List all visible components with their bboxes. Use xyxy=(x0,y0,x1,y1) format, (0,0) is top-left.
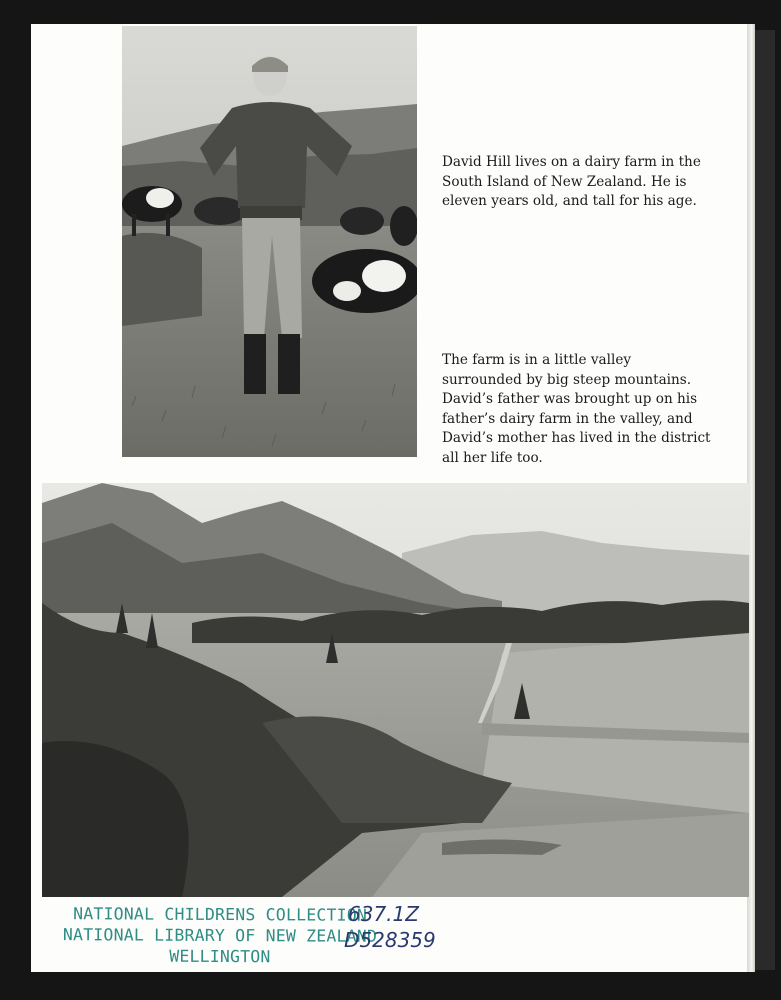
call-number-accession: D528359 xyxy=(344,928,436,952)
photo-valley-illustration xyxy=(42,483,749,897)
handwritten-call-number xyxy=(344,901,436,953)
stamp-line-collection: NATIONAL CHILDRENS COLLECTION xyxy=(73,904,368,925)
paragraph-intro: David Hill lives on a dairy farm in the South Island of New Zealand. He is eleven years old, and tall for his age. xyxy=(442,154,701,209)
paragraph-farm-valley: The farm is in a little valley surrounded by big steep mountains. David’s father was brought up on his father’s dairy farm in the valley, and David’s mother has lived in the district all her life too. xyxy=(442,352,711,466)
call-number-classification: 637.1Z xyxy=(348,902,419,926)
stamp-line-city: WELLINGTON xyxy=(169,946,271,967)
stamp-line-library: NATIONAL LIBRARY OF NEW ZEALAND xyxy=(62,925,378,946)
photo-boy-with-cows xyxy=(122,26,417,457)
photo-valley-landscape xyxy=(42,483,749,897)
library-stamp xyxy=(50,903,390,968)
photo-boy-illustration xyxy=(122,26,417,457)
book-spine-shadow xyxy=(755,30,775,970)
